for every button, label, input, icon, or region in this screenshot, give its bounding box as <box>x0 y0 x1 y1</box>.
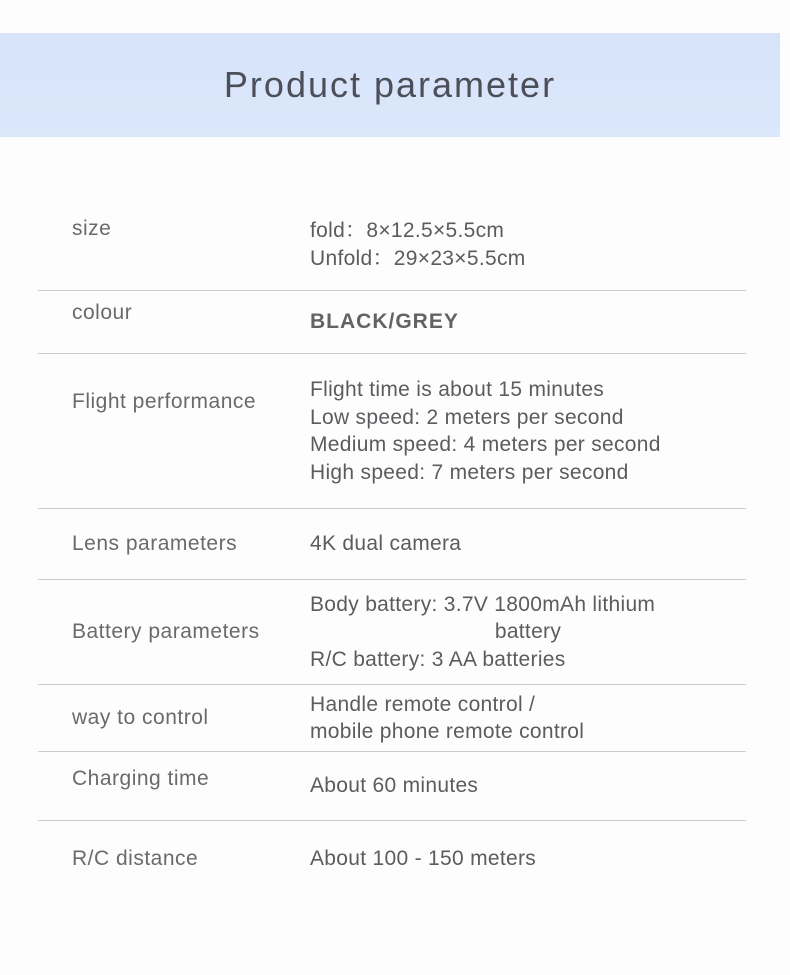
spec-value-size <box>310 217 746 272</box>
spec-value-line: Medium speed: 4 meters per second <box>310 433 661 456</box>
spec-value-line: About 60 minutes <box>310 774 479 798</box>
spec-value-line: R/C battery: 3 AA batteries <box>310 647 566 671</box>
spec-value-line: BLACK/GREY <box>310 310 459 334</box>
spec-value-battery-parameters <box>310 591 746 674</box>
spec-value-lens-parameters <box>310 530 746 558</box>
spec-value-way-to-control <box>310 691 746 746</box>
spec-value-charging-time <box>310 772 746 800</box>
spec-value-line: Handle remote control / <box>310 692 536 716</box>
spec-row-way-to-control <box>38 685 746 751</box>
spec-table <box>38 195 746 896</box>
spec-value-line: High speed: 7 meters per second <box>310 460 629 484</box>
spec-row-colour <box>38 291 746 353</box>
spec-value-line: Flight time is about 15 minutes <box>310 378 605 401</box>
spec-label-colour: colour <box>72 301 133 324</box>
spec-label-battery-parameters: Battery parameters <box>72 620 260 643</box>
spec-value-flight-performance <box>310 376 746 486</box>
spec-row-charging-time <box>38 752 746 820</box>
spec-label-rc-distance: R/C distance <box>72 846 199 870</box>
spec-row-rc-distance <box>38 821 746 896</box>
spec-value-colour <box>310 308 746 336</box>
spec-row-lens-parameters <box>38 509 746 579</box>
spec-value-line: Low speed: 2 meters per second <box>310 405 624 429</box>
spec-label-lens-parameters: Lens parameters <box>72 532 238 555</box>
spec-value-line: battery <box>494 620 562 644</box>
spec-label-way-to-control: way to control <box>72 706 209 729</box>
spec-value-line: Body battery: 3.7V 1800mAh lithium <box>310 592 656 616</box>
header-band <box>0 33 780 137</box>
spec-value-line: mobile phone remote control <box>310 720 585 743</box>
spec-value-line: Unfold：29×23×5.5cm <box>310 246 526 270</box>
spec-row-flight-performance <box>38 354 746 508</box>
spec-value-rc-distance <box>310 845 746 873</box>
page-title: Product parameter <box>223 64 557 105</box>
spec-label-charging-time: Charging time <box>72 767 210 790</box>
spec-row-size <box>38 195 746 290</box>
spec-value-line: 4K dual camera <box>310 532 462 556</box>
spec-value-line: fold：8×12.5×5.5cm <box>310 219 505 242</box>
spec-row-battery-parameters <box>38 580 746 684</box>
spec-value-line: About 100 - 150 meters <box>310 846 537 870</box>
spec-label-flight-performance: Flight performance <box>72 390 257 413</box>
spec-label-size: size <box>72 217 112 240</box>
